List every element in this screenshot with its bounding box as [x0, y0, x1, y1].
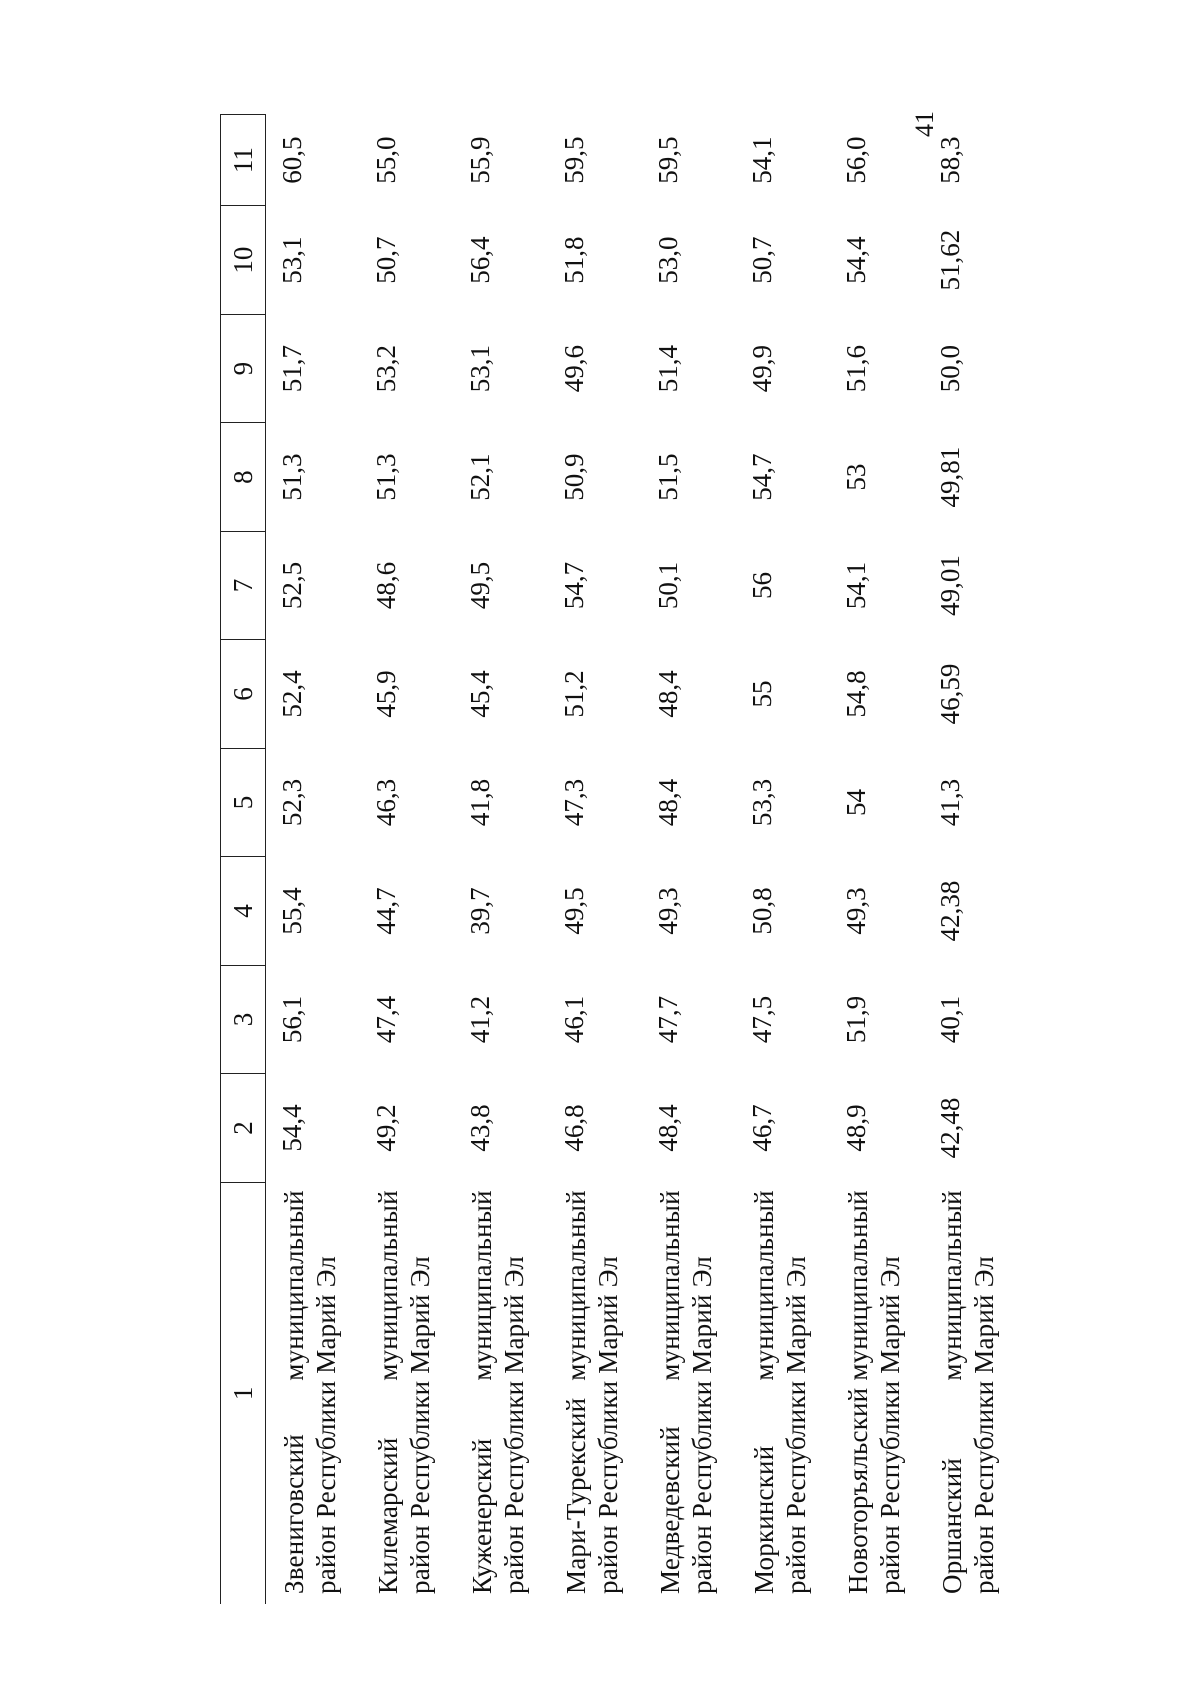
column-header-4: 4: [221, 857, 266, 965]
district-name-cell: Звениговский муниципальный район Республики Марий Эл: [279, 1190, 342, 1594]
district-name-cell: Медведевский муниципальный район Республики Марий Эл: [655, 1190, 718, 1594]
value-cell: 54,1: [841, 561, 871, 610]
district-name-cell: Килемарский муниципальный район Республики Марий Эл: [373, 1190, 436, 1594]
value-cell: 54,4: [277, 1104, 307, 1152]
value-cell: 55,9: [465, 136, 495, 184]
value-cell: 50,7: [371, 236, 401, 284]
table-row: [454, 115, 548, 1605]
value-cell: 53,1: [465, 344, 495, 393]
value-cell: 51,9: [841, 995, 871, 1044]
value-cell: 54,7: [747, 453, 777, 501]
value-cell: 52,5: [277, 561, 307, 610]
value-cell: 50,8: [747, 887, 777, 935]
value-cell: 55: [747, 680, 777, 708]
value-cell: 46,7: [747, 1104, 777, 1152]
value-cell: 49,3: [841, 887, 871, 935]
value-cell: 53,3: [747, 778, 777, 827]
value-cell: 51,4: [653, 344, 683, 393]
value-cell: 54,4: [841, 236, 871, 284]
column-header-11: 11: [221, 115, 266, 206]
table-header: [221, 115, 266, 1605]
value-cell: 39,7: [465, 887, 495, 935]
column-header-6: 6: [221, 640, 266, 748]
value-cell: 49,01: [935, 555, 965, 616]
value-cell: 46,8: [559, 1104, 589, 1152]
value-cell: 51,6: [841, 344, 871, 393]
table-body: [266, 115, 1019, 1605]
value-cell: 52,1: [465, 453, 495, 501]
value-cell: 54,1: [747, 136, 777, 184]
value-cell: 45,4: [465, 670, 495, 718]
table-row: [548, 115, 642, 1605]
value-cell: 50,9: [559, 453, 589, 501]
rotated-table-container: [220, 114, 1000, 1604]
value-cell: 60,5: [277, 136, 307, 184]
value-cell: 44,7: [371, 887, 401, 935]
value-cell: 49,6: [559, 344, 589, 393]
value-cell: 53,1: [277, 236, 307, 284]
value-cell: 56: [747, 572, 777, 600]
table-row: [736, 115, 830, 1605]
value-cell: 51,3: [371, 453, 401, 501]
value-cell: 42,38: [935, 880, 965, 942]
value-cell: 47,5: [747, 995, 777, 1044]
table-row: [830, 115, 924, 1605]
value-cell: 51,3: [277, 453, 307, 501]
value-cell: 48,6: [371, 561, 401, 610]
column-header-7: 7: [221, 531, 266, 639]
value-cell: 53,2: [371, 344, 401, 393]
value-cell: 56,1: [277, 995, 307, 1044]
value-cell: 48,9: [841, 1104, 871, 1152]
value-cell: 54,8: [841, 670, 871, 718]
district-name-cell: Куженерский муниципальный район Республики Марий Эл: [467, 1190, 530, 1594]
value-cell: 55,0: [371, 136, 401, 184]
value-cell: 40,1: [935, 995, 965, 1044]
value-cell: 43,8: [465, 1104, 495, 1152]
value-cell: 48,4: [653, 778, 683, 827]
value-cell: 46,3: [371, 778, 401, 827]
column-header-8: 8: [221, 423, 266, 531]
value-cell: 49,9: [747, 344, 777, 393]
value-cell: 55,4: [277, 887, 307, 935]
table-row: [642, 115, 736, 1605]
value-cell: 53: [841, 463, 871, 491]
value-cell: 51,7: [277, 344, 307, 393]
value-cell: 50,1: [653, 561, 683, 610]
value-cell: 42,48: [935, 1097, 965, 1159]
value-cell: 52,4: [277, 670, 307, 718]
value-cell: 49,3: [653, 887, 683, 935]
value-cell: 59,5: [653, 136, 683, 184]
value-cell: 51,2: [559, 670, 589, 718]
table-row: [924, 115, 1018, 1605]
district-name-cell: Мари-Турекский муниципальный район Республики Марий Эл: [561, 1190, 624, 1594]
district-name-cell: Оршанский муниципальный район Республики Марий Эл: [937, 1190, 1000, 1594]
value-cell: 58,3: [935, 136, 965, 184]
column-header-3: 3: [221, 965, 266, 1073]
value-cell: 56,0: [841, 136, 871, 184]
value-cell: 48,4: [653, 670, 683, 718]
value-cell: 54,7: [559, 561, 589, 610]
value-cell: 53,0: [653, 236, 683, 284]
district-name-cell: Новоторъяльский муниципальный район Республики Марий Эл: [843, 1190, 906, 1594]
value-cell: 47,7: [653, 995, 683, 1044]
value-cell: 51,62: [935, 229, 965, 291]
value-cell: 47,3: [559, 778, 589, 827]
column-header-9: 9: [221, 314, 266, 422]
value-cell: 56,4: [465, 236, 495, 284]
value-cell: 59,5: [559, 136, 589, 184]
column-header-2: 2: [221, 1074, 266, 1182]
table-row: [360, 115, 454, 1605]
value-cell: 41,3: [935, 778, 965, 827]
value-cell: 54: [841, 789, 871, 817]
value-cell: 49,2: [371, 1104, 401, 1152]
value-cell: 50,7: [747, 236, 777, 284]
page-number: 41: [910, 111, 939, 137]
column-header-1: 1: [221, 1182, 266, 1604]
value-cell: 52,3: [277, 778, 307, 827]
value-cell: 50,0: [935, 344, 965, 393]
value-cell: 41,8: [465, 778, 495, 827]
district-name-cell: Моркинский муниципальный район Республики Марий Эл: [749, 1190, 812, 1594]
value-cell: 47,4: [371, 995, 401, 1044]
value-cell: 49,5: [465, 561, 495, 610]
statistics-table: [220, 114, 1018, 1604]
value-cell: 49,5: [559, 887, 589, 935]
value-cell: 46,59: [935, 663, 965, 725]
header-row: [221, 115, 266, 1605]
value-cell: 49,81: [935, 446, 965, 508]
value-cell: 45,9: [371, 670, 401, 718]
value-cell: 46,1: [559, 995, 589, 1044]
column-header-5: 5: [221, 748, 266, 856]
table-row: [266, 115, 361, 1605]
value-cell: 41,2: [465, 995, 495, 1044]
column-header-10: 10: [221, 206, 266, 314]
value-cell: 48,4: [653, 1104, 683, 1152]
value-cell: 51,8: [559, 236, 589, 284]
value-cell: 51,5: [653, 453, 683, 501]
